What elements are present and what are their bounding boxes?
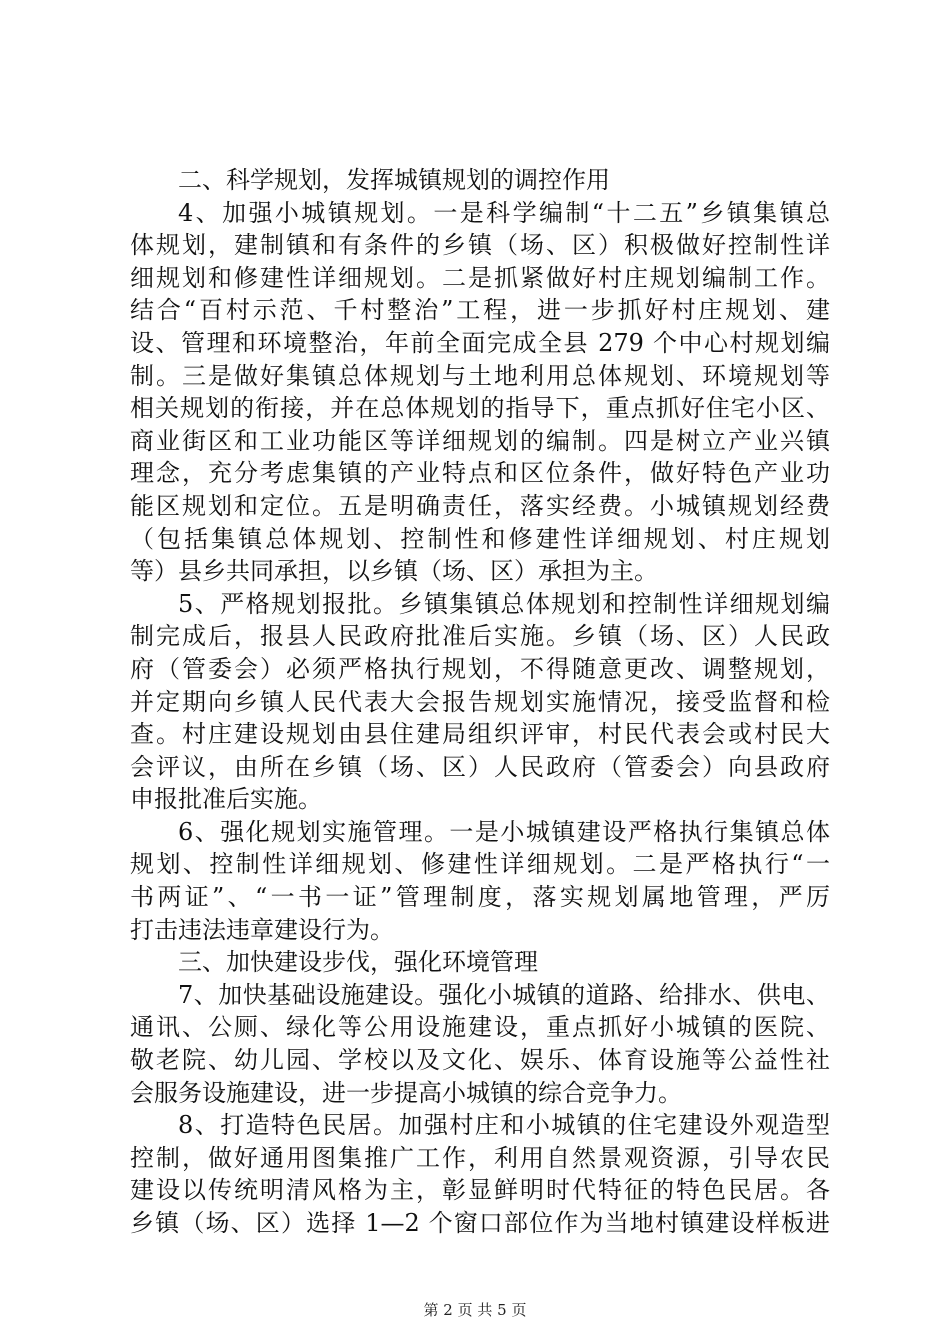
text-line: 7、加快基础设施建设。强化小城镇的道路、给排水、供电、 [178,980,830,1009]
document-body [130,164,830,1240]
text-line: 能区规划和定位。五是明确责任，落实经费。小城镇规划经费 [130,491,830,520]
text-line: 结合“百村示范、千村整治”工程，进一步抓好村庄规划、建 [130,296,830,325]
text-line: 体规划，建制镇和有条件的乡镇（场、区）积极做好控制性详 [130,231,830,260]
text-line: 通讯、公厕、绿化等公用设施建设，重点抓好小城镇的医院、 [130,1013,830,1042]
text-line: 控制，做好通用图集推广工作，利用自然景观资源，引导农民 [130,1143,830,1172]
text-line: （包括集镇总体规划、控制性和修建性详细规划、村庄规划 [130,524,830,553]
text-line: 相关规划的衔接，并在总体规划的指导下，重点抓好住宅小区、 [130,394,830,423]
text-line: 会服务设施建设，进一步提高小城镇的综合竞争力。 [130,1078,682,1107]
text-line: 查。村庄建设规划由县住建局组织评审，村民代表会或村民大 [130,720,830,749]
text-line: 设、管理和环境整治，年前全面完成全县 279 个中心村规划编 [130,328,830,357]
text-line: 书两证”、“一书一证”管理制度，落实规划属地管理，严厉 [130,883,830,912]
text-line: 三、加快建设步伐，强化环境管理 [178,948,538,977]
text-line: 并定期向乡镇人民代表大会报告规划实施情况，接受监督和检 [130,687,830,716]
text-line: 申报批准后实施。 [130,785,322,814]
text-line: 规划、控制性详细规划、修建性详细规划。二是严格执行“一 [130,850,830,879]
text-line: 理念，充分考虑集镇的产业特点和区位条件，做好特色产业功 [130,459,830,488]
text-line: 打击违法违章建设行为。 [130,915,394,944]
page-footer: 第 2 页 共 5 页 [423,1301,527,1319]
text-line: 细规划和修建性详细规划。二是抓紧做好村庄规划编制工作。 [130,263,830,292]
text-line: 乡镇（场、区）选择 1—2 个窗口部位作为当地村镇建设样板进 [130,1209,830,1237]
text-line: 会评议，由所在乡镇（场、区）人民政府（管委会）向县政府 [130,752,830,781]
text-line: 敬老院、幼儿园、学校以及文化、娱乐、体育设施等公益性社 [130,1046,830,1075]
text-line: 8、打造特色民居。加强村庄和小城镇的住宅建设外观造型 [178,1111,830,1140]
text-line: 6、强化规划实施管理。一是小城镇建设严格执行集镇总体 [178,817,830,846]
text-line: 建设以传统明清风格为主，彰显鲜明时代特征的特色民居。各 [130,1176,830,1205]
text-line: 二、科学规划，发挥城镇规划的调控作用 [178,166,610,194]
text-line: 等）县乡共同承担，以乡镇（场、区）承担为主。 [130,557,658,586]
text-line: 府（管委会）必须严格执行规划，不得随意更改、调整规划， [130,654,830,683]
text-line: 制。三是做好集镇总体规划与土地利用总体规划、环境规划等 [130,361,830,390]
text-line: 4、加强小城镇规划。一是科学编制“十二五”乡镇集镇总 [178,198,830,227]
text-line: 5、严格规划报批。乡镇集镇总体规划和控制性详细规划编 [178,589,830,618]
text-line: 制完成后，报县人民政府批准后实施。乡镇（场、区）人民政 [130,622,830,651]
text-line: 商业街区和工业功能区等详细规划的编制。四是树立产业兴镇 [130,426,830,455]
